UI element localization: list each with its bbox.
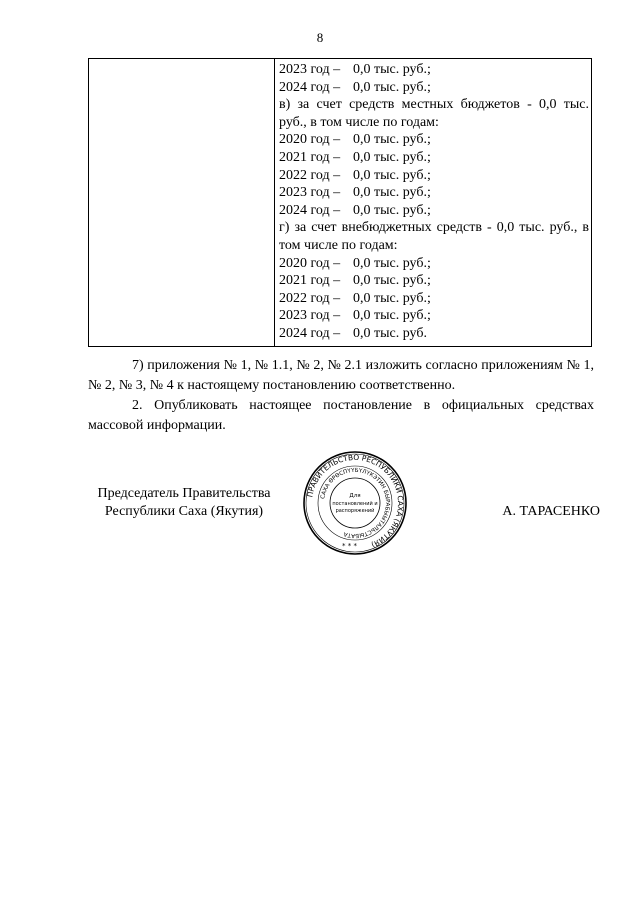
signatory-name: А. ТАРАСЕНКО bbox=[502, 504, 600, 519]
page-number: 8 bbox=[316, 30, 324, 45]
table-right-cell bbox=[279, 61, 589, 343]
year-label: 2024 год – bbox=[279, 79, 341, 95]
year-value: 0,0 тыс. руб.; bbox=[353, 185, 431, 201]
year-value: 0,0 тыс. руб.; bbox=[353, 308, 431, 324]
year-value: 0,0 тыс. руб. bbox=[353, 325, 427, 341]
year-value: 0,0 тыс. руб.; bbox=[353, 132, 431, 148]
table-year-row bbox=[279, 255, 589, 273]
year-label: 2023 год – bbox=[279, 308, 341, 324]
signatory-title-line2: Республики Саха (Якутия) bbox=[104, 504, 264, 519]
budget-table bbox=[88, 58, 592, 347]
year-value: 0,0 тыс. руб.; bbox=[353, 290, 431, 306]
table-note-line: в) за счет средств местных бюджетов - 0,0 тыс. руб., в том числе по годам: bbox=[279, 97, 589, 130]
table-year-row bbox=[279, 61, 589, 79]
table-year-row bbox=[279, 131, 589, 149]
seal-inner-text: САХА ӨРӨСПҮҮБҮЛҮКЭТИН БЫРАБЫЫТАЛЬСТЫБАТА bbox=[320, 467, 391, 539]
year-value: 0,0 тыс. руб.; bbox=[353, 167, 431, 183]
year-label: 2021 год – bbox=[279, 273, 341, 289]
year-value: 0,0 тыс. руб.; bbox=[353, 273, 431, 289]
year-label: 2022 год – bbox=[279, 167, 341, 183]
table-year-row bbox=[279, 184, 589, 202]
table-year-row bbox=[279, 167, 589, 185]
year-value: 0,0 тыс. руб.; bbox=[353, 255, 431, 271]
table-year-row bbox=[279, 272, 589, 290]
year-label: 2024 год – bbox=[279, 325, 341, 341]
year-label: 2023 год – bbox=[279, 185, 341, 201]
year-label: 2020 год – bbox=[279, 255, 341, 271]
table-left-cell bbox=[89, 59, 275, 346]
table-year-row bbox=[279, 307, 589, 325]
year-label: 2022 год – bbox=[279, 290, 341, 306]
paragraph-publish: 2. Опубликовать настоящее постановление в официальных средствах массовой информации. bbox=[88, 398, 594, 433]
year-value: 0,0 тыс. руб.; bbox=[353, 79, 431, 95]
seal-center-line3: распоряжений bbox=[335, 508, 375, 514]
official-seal bbox=[302, 450, 408, 556]
year-value: 0,0 тыс. руб.; bbox=[353, 202, 431, 218]
paragraph-item-7: 7) приложения № 1, № 1.1, № 2, № 2.1 изложить согласно приложениям № 1, № 2, № 3, № 4 к настоящему постановлению соответственно. bbox=[88, 358, 594, 393]
seal-center-line1: Для bbox=[349, 493, 361, 499]
signatory-title bbox=[84, 485, 284, 521]
table-year-row bbox=[279, 149, 589, 167]
year-label: 2024 год – bbox=[279, 202, 341, 218]
year-value: 0,0 тыс. руб.; bbox=[353, 62, 431, 77]
year-label: 2021 год – bbox=[279, 149, 341, 165]
table-year-row bbox=[279, 79, 589, 97]
year-label: 2020 год – bbox=[279, 132, 341, 148]
seal-center-line2: постановлений и bbox=[332, 501, 378, 507]
table-note-line: г) за счет внебюджетных средств - 0,0 тыс. руб., в том числе по годам: bbox=[279, 220, 589, 253]
seal-outer-text: ПРАВИТЕЛЬСТВО РЕСПУБЛИКИ САХА (ЯКУТИЯ) bbox=[305, 452, 406, 550]
year-value: 0,0 тыс. руб.; bbox=[353, 149, 431, 165]
table-year-row bbox=[279, 325, 589, 343]
year-label: 2023 год – bbox=[279, 62, 341, 77]
seal-star-icon: * * * bbox=[342, 542, 357, 550]
signatory-title-line1: Председатель Правительства bbox=[97, 486, 271, 501]
table-year-row bbox=[279, 202, 589, 220]
table-year-row bbox=[279, 290, 589, 308]
